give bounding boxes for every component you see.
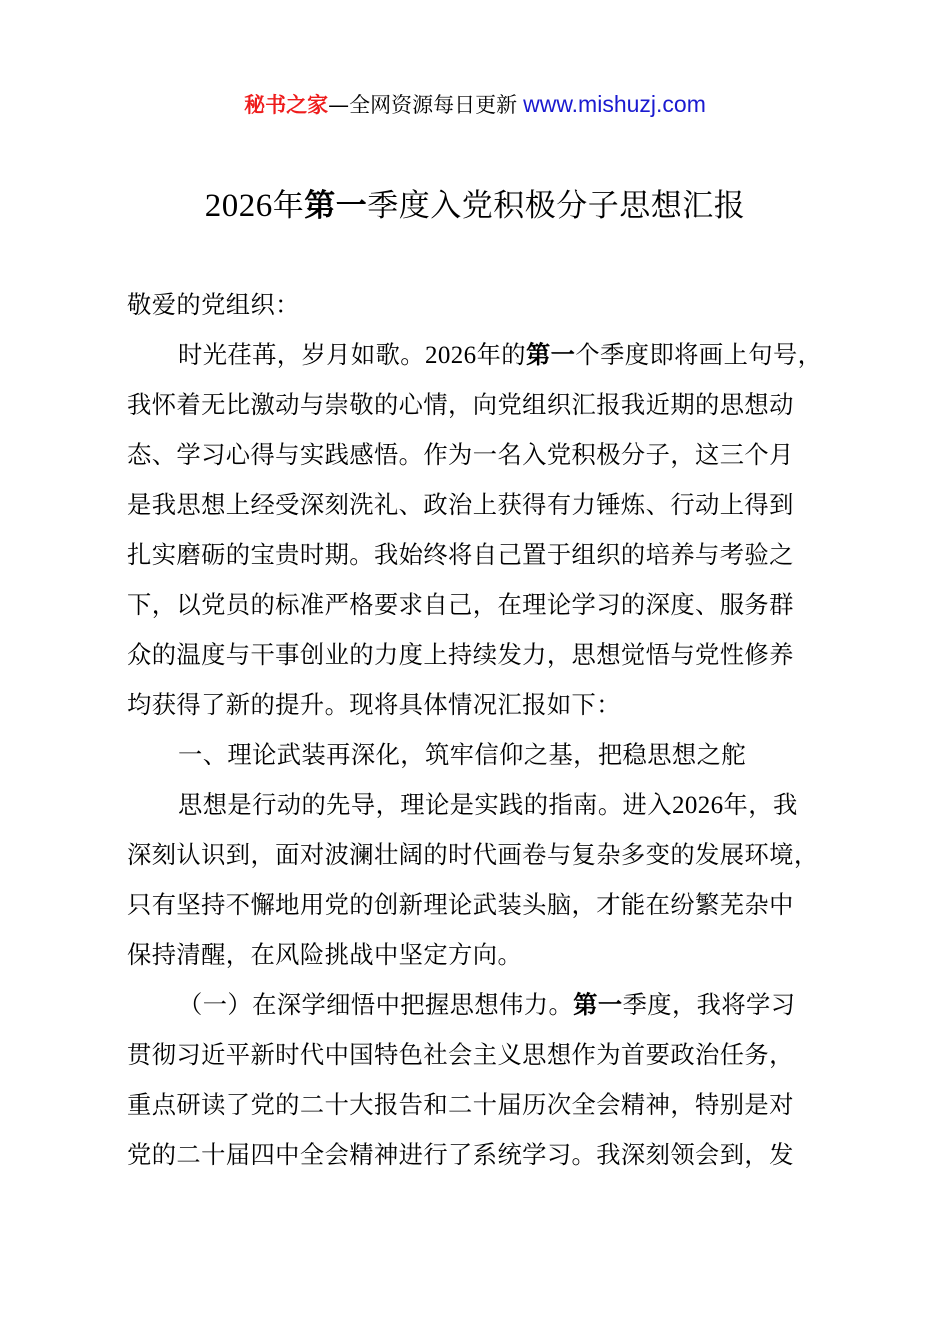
paragraph-line: 扎实磨砺的宝贵时期。我始终将自己置于组织的培养与考验之 xyxy=(127,540,794,569)
text-span: （一）在深学细悟中把握思想伟力。 xyxy=(178,990,574,1019)
paragraph-line: 党的二十届四中全会精神进行了系统学习。我深刻领会到，发 xyxy=(127,1140,794,1169)
document-body xyxy=(127,280,837,1180)
paragraph-line: 重点研读了党的二十大报告和二十届历次全会精神，特别是对 xyxy=(127,1090,794,1119)
text-span: 年的 xyxy=(476,340,526,369)
title-part2: 季度入党积极分子思想汇报 xyxy=(367,188,746,224)
site-url-link[interactable]: www.mishuzj.com xyxy=(523,91,706,117)
paragraph-line: 众的温度与干事创业的力度上持续发力，思想觉悟与党性修养 xyxy=(127,640,794,669)
text-span: 季度，我将学习 xyxy=(622,990,796,1019)
header-tagline: —全网资源每日更新 xyxy=(328,93,518,117)
paragraph-line: 贯彻习近平新时代中国特色社会主义思想作为首要政治任务， xyxy=(127,1040,794,1069)
section-heading: 一、理论武装再深化，筑牢信仰之基，把稳思想之舵 xyxy=(178,740,747,769)
paragraph-line: 态、学习心得与实践感悟。作为一名入党积极分子，这三个月 xyxy=(127,440,794,469)
title-bold: 第一 xyxy=(304,188,368,224)
paragraph-line: 是我思想上经受深刻洗礼、政治上获得有力锤炼、行动上得到 xyxy=(127,490,794,519)
brand-name: 秘书之家 xyxy=(244,93,329,117)
title-part1: 年 xyxy=(272,188,305,224)
paragraph-line: 均获得了新的提升。现将具体情况汇报如下： xyxy=(127,690,621,719)
document-title xyxy=(0,184,950,228)
bold-text: 第一 xyxy=(573,990,623,1019)
text-span: 年，我 xyxy=(723,790,798,819)
text-span: 思想是行动的先导，理论是实践的指南。进入 xyxy=(178,790,672,819)
salutation: 敬爱的党组织： xyxy=(127,290,300,319)
text-span: 个季度即将画上句号， xyxy=(575,340,823,369)
text-span: 时光荏苒，岁月如歌。 xyxy=(178,340,425,369)
site-header xyxy=(0,88,950,121)
bold-text: 第一 xyxy=(525,340,576,369)
paragraph-line: 保持清醒，在风险挑战中坚定方向。 xyxy=(127,940,523,969)
title-year: 2026 xyxy=(204,188,273,224)
paragraph-line xyxy=(127,780,837,830)
paragraph-line: 只有坚持不懈地用党的创新理论武装头脑，才能在纷繁芜杂中 xyxy=(127,890,794,919)
year-number: 2026 xyxy=(424,342,477,369)
paragraph-line xyxy=(127,980,837,1030)
paragraph-line xyxy=(127,330,837,380)
year-number: 2026 xyxy=(671,792,724,819)
paragraph-line: 下，以党员的标准严格要求自己，在理论学习的深度、服务群 xyxy=(127,590,794,619)
paragraph-line: 深刻认识到，面对波澜壮阔的时代画卷与复杂多变的发展环境， xyxy=(127,840,819,869)
paragraph-line: 我怀着无比激动与崇敬的心情，向党组织汇报我近期的思想动 xyxy=(127,390,794,419)
